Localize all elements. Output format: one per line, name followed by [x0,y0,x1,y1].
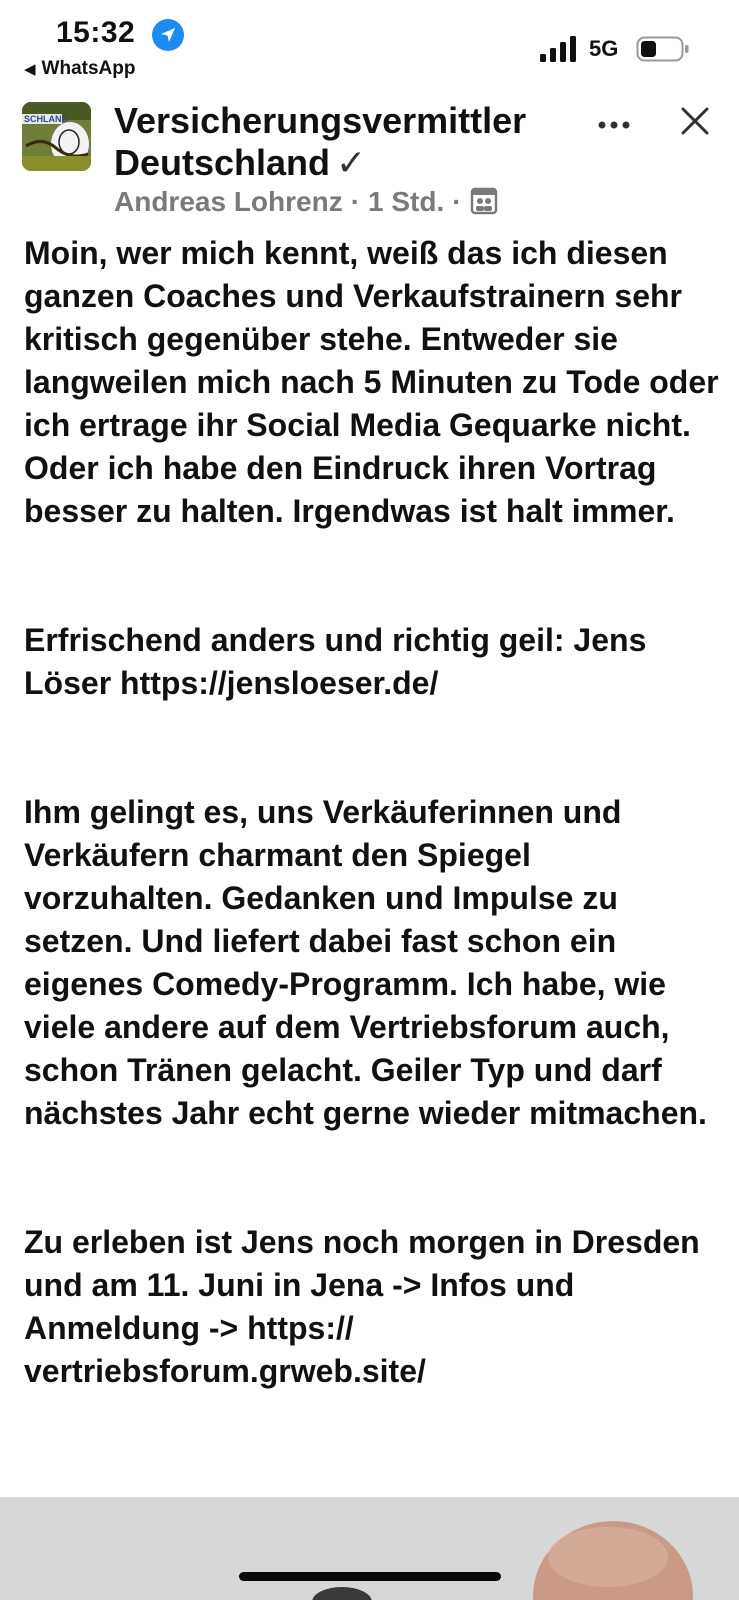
status-time: 15:32 [56,16,136,49]
post-header [0,96,739,226]
paragraph-gap [24,1135,724,1221]
back-app-label: WhatsApp [41,58,136,79]
post-meta [114,186,498,218]
page-title-text: Versicherungsvermittler Deutschland [114,100,527,183]
home-indicator[interactable] [239,1572,501,1581]
person-head-highlight [548,1527,668,1587]
post-time[interactable]: 1 Std. [368,186,445,217]
back-to-app-link[interactable] [24,58,135,80]
location-arrow-icon [151,18,185,52]
post-image-preview[interactable] [0,1497,739,1600]
signal-icon [540,36,578,62]
meta-separator: · [350,186,361,217]
close-icon[interactable] [680,106,710,136]
page-title[interactable] [114,100,594,184]
avatar-text: SCHLAND [24,114,68,124]
meta-separator: · [452,186,462,217]
post-body [24,232,724,1393]
verified-icon: ✓ [336,142,367,183]
post-paragraph: Moin, wer mich kennt, weiß das ich diesen ganzen Coaches und Verkaufstrainern sehr kritisch gegenüber stehe. Entweder sie langweilen mich nach 5 Minuten zu Tode oder ich ertrage ihr Social Media Gequarke nicht. Oder ich habe den Eindruck ihren Vortrag besser zu halten. Irgendwas ist halt immer. [24,235,719,529]
post-paragraph: Ihm gelingt es, uns Verkäuferinnen und Verkäufern charmant den Spiegel vorzuhalten. Gedanken und Impulse zu setzen. Und liefert dabei fast schon ein eigenes Comedy-Programm. Ich habe, wie viele andere auf dem Vertriebsforum auch, schon Tränen gelacht. Geiler Typ und darf nächstes Jahr echt gerne wieder mitmachen. [24,794,707,1131]
image-detail [312,1587,372,1600]
author-name[interactable]: Andreas Lohrenz [114,186,343,217]
paragraph-gap [24,705,724,791]
back-arrow-icon: ◀ [24,61,36,78]
group-icon [470,187,498,215]
network-type: 5G [589,36,619,61]
page-avatar[interactable] [22,102,91,171]
post-paragraph: Zu erleben ist Jens noch morgen in Dresden und am 11. Juni in Jena -> Infos und Anmeldung -> https:// vertriebsforum.grweb.site/ [24,1224,700,1389]
more-icon[interactable] [596,118,632,132]
post-paragraph: Erfrischend anders und richtig geil: Jens Löser https://jensloeser.de/ [24,622,647,701]
paragraph-gap [24,533,724,619]
status-bar [0,0,739,90]
battery-icon [636,36,690,62]
